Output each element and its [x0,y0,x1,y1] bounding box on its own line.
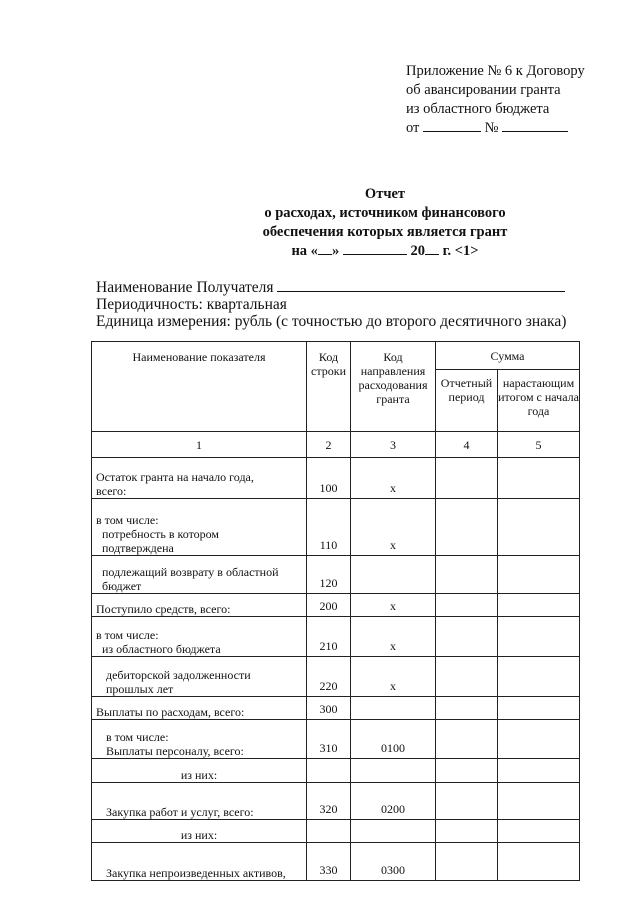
col-number: 4 [436,432,498,458]
title-line-4 [150,242,620,261]
number-blank [502,119,568,132]
reporting-value-cell[interactable] [436,657,498,697]
row-direction [351,820,436,843]
col-number: 5 [498,432,580,458]
row-name-line: из областного бюджета [102,642,221,656]
table-row [92,697,580,720]
title-line-2: о расходах, источником финансового [264,205,506,221]
header-line-code: Код строки [307,342,351,432]
table-row [92,556,580,594]
month-blank [343,242,407,255]
reporting-value-cell[interactable] [436,617,498,657]
row-code: 210 [307,617,351,657]
row-name [92,499,307,556]
row-direction [351,759,436,783]
cumulative-value-cell[interactable] [498,697,580,720]
row-code [307,820,351,843]
row-name-line: Закупка работ и услуг, всего: [106,805,254,819]
reporting-value-cell[interactable] [436,499,498,556]
row-code: 200 [307,594,351,617]
row-direction: x [351,617,436,657]
col-number: 3 [351,432,436,458]
table-row [92,617,580,657]
row-code: 320 [307,783,351,820]
cumulative-value-cell[interactable] [498,617,580,657]
reporting-value-cell[interactable] [436,783,498,820]
year-blank [425,242,439,255]
cumulative-value-cell[interactable] [498,783,580,820]
row-code [307,759,351,783]
table-row [92,657,580,697]
row-name-line: в том числе: [96,628,159,642]
row-name-line: Закупка непроизведенных активов, [106,866,286,880]
cumulative-value-cell[interactable] [498,657,580,697]
header-reporting-period: Отчетный период [436,370,498,432]
col-number: 2 [307,432,351,458]
row-code: 300 [307,697,351,720]
row-name-line: Остаток гранта на начало года, [96,470,254,484]
table-row [92,759,580,783]
row-name [92,556,307,594]
title-line-1: Отчет [364,186,406,202]
row-name-line: всего: [96,484,127,498]
row-direction: 0300 [351,843,436,881]
appendix-line-2: об авансировании гранта [406,82,561,98]
column-numbers-row [92,432,580,458]
title-line-3: обеспечения которых является грант [262,224,508,240]
header-direction-code: Код направления расходования гранта [351,342,436,432]
appendix-line-4 [406,119,585,138]
row-name-line: в том числе: [96,513,159,527]
cumulative-value-cell[interactable] [498,820,580,843]
periodicity: Периодичность: квартальная [96,296,287,313]
cumulative-value-cell[interactable] [498,720,580,759]
appendix-line-3: из областного бюджета [406,101,550,117]
cumulative-value-cell[interactable] [498,843,580,881]
row-name [92,594,307,617]
reporting-value-cell[interactable] [436,458,498,499]
header-name: Наименование показателя [92,342,307,432]
reporting-value-cell[interactable] [436,697,498,720]
title-year: 20 [410,243,425,259]
row-code: 120 [307,556,351,594]
table-row [92,720,580,759]
row-code: 310 [307,720,351,759]
row-name [92,783,307,820]
row-name-line: из них: [180,768,218,782]
cumulative-value-cell[interactable] [498,458,580,499]
row-direction: 0200 [351,783,436,820]
appendix-date-prefix: от [406,120,420,136]
appendix-block [406,62,585,138]
row-name [92,759,307,783]
report-meta [96,279,566,330]
row-name-line: Выплаты персоналу, всего: [106,744,244,758]
row-code: 220 [307,657,351,697]
row-name-line: дебиторской задолженности [106,668,251,682]
recipient-blank [277,279,565,292]
date-blank [423,119,481,132]
table-row [92,843,580,881]
recipient-label: Наименование Получателя [96,279,274,296]
row-name-line: Поступило средств, всего: [96,602,231,616]
title-year-suffix: г. <1> [438,243,479,259]
row-direction: x [351,458,436,499]
row-name [92,843,307,881]
table-row [92,458,580,499]
reporting-value-cell[interactable] [436,594,498,617]
table-row [92,594,580,617]
reporting-value-cell[interactable] [436,843,498,881]
row-name [92,820,307,843]
row-name [92,697,307,720]
title-date-close: » [331,243,340,259]
row-name-line: бюджет [102,579,142,593]
row-code: 330 [307,843,351,881]
row-name [92,617,307,657]
row-code: 100 [307,458,351,499]
recipient-line [96,279,566,296]
row-name-line: потребность в котором [102,527,220,541]
reporting-value-cell[interactable] [436,556,498,594]
header-sum: Сумма [436,342,580,370]
cumulative-value-cell[interactable] [498,759,580,783]
row-name [92,458,307,499]
cumulative-value-cell[interactable] [498,499,580,556]
row-name-line: из них: [180,828,218,842]
row-direction: x [351,499,436,556]
col-number: 1 [92,432,307,458]
row-direction: 0100 [351,720,436,759]
appendix-line-1: Приложение № 6 к Договору [406,63,585,79]
cumulative-value-cell[interactable] [498,556,580,594]
reporting-value-cell[interactable] [436,720,498,759]
row-direction: x [351,657,436,697]
row-direction [351,556,436,594]
unit-of-measure: Единица измерения: рубль (с точностью до второго десятичного знака) [96,313,567,330]
expense-report-table [91,341,580,881]
row-code: 110 [307,499,351,556]
day-blank [318,242,332,255]
header-cumulative: нарастающим итогом с начала года [498,370,580,432]
row-name-line: Выплаты по расходам, всего: [96,705,245,719]
table-row [92,783,580,820]
report-title [150,185,620,261]
cumulative-value-cell[interactable] [498,594,580,617]
row-direction: x [351,594,436,617]
title-date-open: на « [291,243,318,259]
row-name-line: подлежащий возврату в областной [102,565,279,579]
table-row [92,499,580,556]
reporting-value-cell[interactable] [436,759,498,783]
row-direction [351,697,436,720]
row-name [92,720,307,759]
reporting-value-cell[interactable] [436,820,498,843]
table-row [92,820,580,843]
row-name [92,657,307,697]
row-name-line: подтверждена [102,541,174,555]
row-name-line: в том числе: [106,730,169,744]
appendix-number-sign: № [484,120,499,136]
row-name-line: прошлых лет [106,682,174,696]
